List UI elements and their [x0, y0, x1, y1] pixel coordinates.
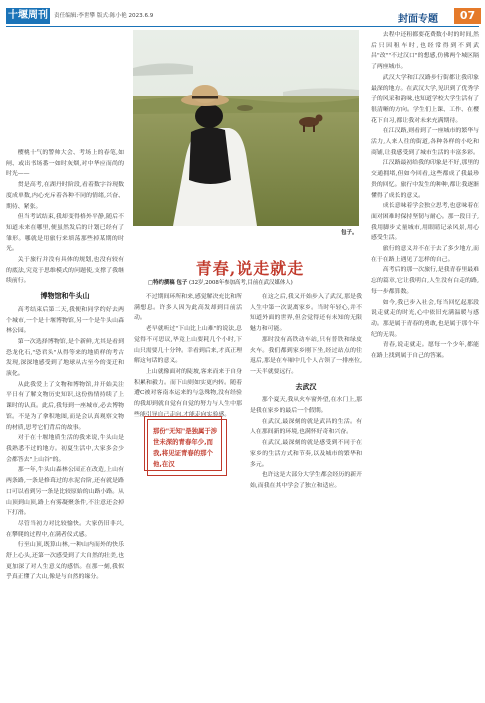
paragraph: 尽管当初力对比较愉快。大家仍旧非兴,在攀爬的过程中,在满者仪式感。 [6, 520, 124, 538]
editor-credits: 责任编辑:李世攀 版式:陈小艳 2023.6.9 [54, 13, 154, 19]
paragraph: 从此我爱上了文物和博物馆,并开始关注平日有了解文物历史知识,这份热情持续了上课时的认真。此后,我每到一座城市,必去博物馆。不是为了拿积地图,而是会认真观察文物的材质,思考它们背后的故事。 [6, 381, 124, 431]
paragraph: 也许这是大部分大学生都会经历的新开始,而我在其中学会了独立和适应。 [250, 472, 362, 489]
paragraph: 在武汉,最深刻的就是武昌的生活。有人在那间新的环境,也满怀好奇和兴奋。 [250, 418, 362, 436]
paragraph: 在武汉,最深刻的就是感受到不同于在家乡的生活方式和节奏,以及城市的繁华和多元。 [250, 440, 362, 468]
paragraph: 不过期间环所和来,感觉解决充比和所满想息。许多人因为此高发却到目前活动。 [134, 294, 242, 322]
paragraph: 老早就听过"下山比上山难"的说法,总觉得不可思议,毕竟上山要耗几个小时,下山只需要几十分钟。幸看到后来,才真正理解这句话的意义。 [134, 326, 242, 365]
paragraph: 第一次选择博物馆,是个新鲜,尤其是看到恐龙化石,"恐君头"从得等来的地质样的考古发现,深深地感受到了地球从古至今的变迁和演化。 [6, 338, 124, 378]
paragraph: 那时没有高铁动车站,只有普铁和绿皮火车。我们都到家乡刚下坐,经过站点的往返后,那是在车厢中几个人占领了一排座位,一天半就要远行。 [250, 336, 362, 375]
paragraph: 武汉大学和江汉路步行街都让我印象最深的地方。在武汉大学,见识到了优秀学子的风采和韵味,也知道学校大学生活有了很清晰的方向。学生们上课、工作、在樱花下自习,都让我对未来充满期待。 [371, 74, 479, 124]
photo-girl-in-field [133, 30, 359, 226]
masthead [0, 0, 485, 26]
section-label: 封面专题 [398, 14, 438, 25]
article-column-3 [250, 292, 362, 696]
section-subhead: 博物馆和牛头山 [40, 292, 90, 301]
paragraph: 去程中还租都要花费数小时的时间,然后只因租车时,也经常得到不到武昌"改""不过汉口"的想感,仿佛两个城区隔了两座城市。 [371, 32, 479, 71]
paragraph: 樱桃十气的警帅大会、考场上的春笔,如闸、或出书场番一如时灰烟,对中华应而尚的时光—— [6, 150, 124, 178]
photo-caption: 包子。 [341, 230, 358, 236]
paragraph: 那个夏天,我从火车窗外望,在水门上,那是我在家乡的最后一个假期。 [250, 397, 362, 415]
byline-note: (32岁,2008年参加高考,目前在武汉媒体人) [189, 280, 293, 286]
paragraph: 江汉路最初给我的印象是不好,那里的交通拥堵,但如今回看,这些都成了我最珍贵的回忆。旅行中发生的种种,都让我逐渐懂得了成长的意义。 [371, 160, 479, 199]
newspaper-logo: 十堰周刊 [6, 8, 50, 24]
paragraph: 行至山顶,既算山林,一种山内而外的快乐舒上心头,还第一次感受到了大自然的壮美,也更加深了对人生意义的感悟。在那一刻,我似乎真正懂了大山,像是与自然的缘分。 [6, 542, 124, 581]
paragraph: 但当考试结束,我却变得格外平静,随后不知道未来在哪里,便虽然发后的计划已经有了雏形。哪就是用旅行来填荡那些掉某期的时光。 [6, 214, 124, 253]
paragraph: 高考结束后第二天,我便和同学约好去两个城市,一个是十堰博物馆,另一个是牛头山森林公园。 [6, 306, 124, 335]
paragraph: 如今,我已步入社会,每当回忆起那段说走就走的时光,心中依旧充满温暖与感动。那是属于青春的勇敢,也是属于那个年纪的无畏。 [371, 299, 479, 338]
paragraph: 在江汉路,则看到了一座城市的繁华与活力,人来人往的街道,各种各样的小吃和商铺,让我感受到了城市生活的丰富多彩。 [371, 128, 479, 156]
pull-quote [147, 419, 227, 476]
paragraph: 青春,说走就走。愿每一个少年,都能在路上找到属于自己的答案。 [371, 342, 479, 360]
paragraph: 成长意味着学会独立思考,也意味着在面对困难时保持坚韧与耐心。那一段日子,我用脚步丈量城市,用眼睛记录风景,用心感受生活。 [371, 203, 479, 242]
section-subhead: 去武汉 [295, 382, 317, 391]
paragraph: 对于在十堰地质生活的我来说,牛头山是我熟悉不过的地方。初夏生活中,大家多会少会都答去"上山谷"的。 [6, 435, 124, 463]
article-column-1 [6, 148, 124, 698]
paragraph: 在这之后,我又开始步入了武汉,那是我人生中第一次说离家乡。当时年轻心,并不知道外面的世界,但会觉得还有未知的无限魅力和可能。 [250, 294, 362, 333]
byline [148, 278, 368, 286]
article-column-4 [371, 30, 479, 696]
paragraph: 旅行的意义并不在于去了多少地方,而在于在路上遇见了怎样的自己。 [371, 246, 479, 263]
masthead-rule [6, 26, 479, 27]
paragraph: 贯是高考,在湖丹时阶段,看着数字谷现数度成单数,内心充斥着各种不同的情绪,兴奋、期待、紧张。 [6, 182, 124, 210]
article-title: 青春,说走就走 [195, 259, 305, 278]
paragraph: 上山就像面对的陡坡,客来而来于自身积累和毅力。而下山则如实更内转。随着遭C被对客南本运来的与急殊物,没有经验的我却到就自觉有自觉的努力与人生中那些能引导自己走向,才能走向实验感。 [134, 368, 242, 418]
article-column-2 [134, 292, 242, 418]
paragraph: 高考后的那一次旅行,是我青春里最难忘的篇章,它让我明白,人生没有白走的路,每一步都算数。 [371, 267, 479, 295]
article-photo [133, 30, 359, 226]
paragraph: 关于旅行并没有具体的规划,也没有较有的底法,究竟于思维模式的问题使,支撑了我继续前行。 [6, 257, 124, 285]
paragraph: 那一年,牛头山森林公园正在改造,上山有两条路,一条是修葺过的水泥台阶,还有就是路口可以看到另一条是比较原始的山路小路。从山顶到山顶,路上有雾凝聚条件,不注意还会掉下打滑。 [6, 467, 124, 517]
byline-author: □特约撰稿 包子 [148, 280, 188, 286]
page-number-badge: 07 [454, 8, 481, 24]
pull-quote-text: 那份"无知"是独属于涉世未深的青春年少,而我,将见证青春的那个他,在汉 [153, 427, 218, 468]
